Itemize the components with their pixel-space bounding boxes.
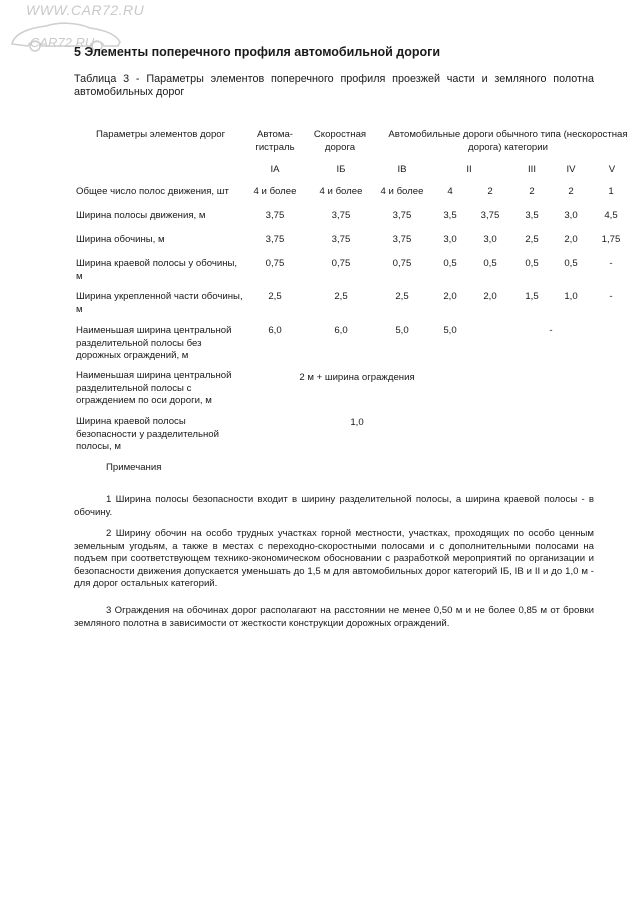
table-cell: 2 м + ширина ограждения <box>299 372 415 383</box>
table-cell: 4 и более <box>253 186 297 197</box>
table-cell: - <box>609 291 613 302</box>
table-cell: 2,5 <box>334 291 348 302</box>
table-cell: 1,0 <box>350 417 364 428</box>
row-label: Ширина краевой полосы безопасности у разделительной полосы, м <box>76 416 219 452</box>
table-cell: 0,75 <box>265 258 285 269</box>
table-cell: 2,5 <box>395 291 409 302</box>
table-cell: 1,5 <box>525 291 539 302</box>
category-cell: II <box>466 164 472 175</box>
table-cell: 3,75 <box>392 234 412 245</box>
section-heading: 5 Элементы поперечного профиля автомобильной дороги <box>74 45 441 59</box>
table-cell: - <box>609 258 613 269</box>
table-cell: 5,0 <box>395 325 409 336</box>
table-cell: 2 <box>568 186 574 197</box>
table-cell: 3,75 <box>265 210 285 221</box>
header-express: Скоростная дорога <box>313 129 367 153</box>
table-cell: 2,0 <box>564 234 578 245</box>
table-cell: 3,5 <box>443 210 457 221</box>
table-cell: 3,5 <box>525 210 539 221</box>
category-cell: IV <box>566 164 576 175</box>
table-cell: 0,75 <box>331 258 351 269</box>
table-cell: 3,75 <box>480 210 500 221</box>
note-paragraph: 3 Ограждения на обочинах дорог располагают на расстоянии не менее 0,50 м и не более 0,85 м от бровки земляного полотна в зависимости от жесткости конструкции дорожных ограждений. <box>74 605 594 629</box>
header-params: Параметры элементов дорог <box>96 129 226 140</box>
header-highway: Автома-гистраль <box>255 129 295 153</box>
notes-title: Примечания <box>106 462 162 473</box>
table-cell: 4 <box>447 186 453 197</box>
table-cell: 3,0 <box>483 234 497 245</box>
table-cell: 1 <box>608 186 614 197</box>
row-label: Наименьшая ширина центральной разделительной полосы с ограждением по оси дороги, м <box>76 370 232 406</box>
table-cell: 4,5 <box>604 210 618 221</box>
category-cell: V <box>608 164 616 175</box>
table-cell: 4 и более <box>319 186 363 197</box>
table-cell: 2,5 <box>525 234 539 245</box>
table-cell: 2 <box>529 186 535 197</box>
row-label: Наименьшая ширина центральной разделительной полосы без дорожных ограждений, м <box>76 325 232 361</box>
row-label: Ширина обочины, м <box>76 234 165 245</box>
row-label: Ширина полосы движения, м <box>76 210 206 221</box>
table-cell: 3,75 <box>265 234 285 245</box>
table-cell: 0,5 <box>443 258 457 269</box>
note-paragraph: 1 Ширина полосы безопасности входит в ширину разделительной полосы, а ширина краевой полосы - в обочину. <box>74 494 594 518</box>
table-cell: 0,75 <box>392 258 412 269</box>
table-cell: 5,0 <box>443 325 457 336</box>
category-cell: IБ <box>336 164 346 175</box>
category-cell: IB <box>397 164 407 175</box>
category-cell: IA <box>270 164 280 175</box>
table-cell: 0,5 <box>525 258 539 269</box>
table-cell: 2,0 <box>443 291 457 302</box>
category-cell: III <box>528 164 536 175</box>
table-caption: Таблица 3 - Параметры элементов поперечного профиля проезжей части и земляного полотна автомобильных дорог <box>74 73 594 98</box>
table-cell: 2,0 <box>483 291 497 302</box>
row-label: Ширина краевой полосы у обочины, м <box>76 258 238 282</box>
table-cell: 6,0 <box>268 325 282 336</box>
watermark-text-bottom: CAR72.RU <box>30 35 95 50</box>
table-cell: 0,5 <box>564 258 578 269</box>
header-ordinary: Автомобильные дороги обычного типа (нескоростная дорога) категории <box>388 129 628 153</box>
note-paragraph: 2 Ширину обочин на особо трудных участках горной местности, участках, проходящих по особо ценным земельным угодьям, а также в местах с переходно-скоростными полосами и с дополнительными полосами на подъем при соответствующем технико-экономическом обосновании с разработкой мероприятий по организации и безопасности движения допускается уменьшать до 1,5 м для автомобильных дорог категорий IБ, IB и II и до 1,0 м - для дорог остальных категорий. <box>74 528 594 589</box>
table-cell: 6,0 <box>334 325 348 336</box>
row-label: Общее число полос движения, шт <box>76 186 229 197</box>
table-cell: 3,0 <box>564 210 578 221</box>
table-cell: 3,75 <box>331 234 351 245</box>
row-label: Ширина укрепленной части обочины, м <box>76 291 243 315</box>
table-cell: 2 <box>487 186 493 197</box>
table-cell: 4 и более <box>380 186 424 197</box>
table-cell: 3,75 <box>331 210 351 221</box>
table-cell: 3,75 <box>392 210 412 221</box>
watermark-text-top: WWW.CAR72.RU <box>26 2 145 18</box>
table-cell: 1,0 <box>564 291 578 302</box>
table-cell: 0,5 <box>483 258 497 269</box>
table-cell: 1,75 <box>601 234 621 245</box>
table-cell: 3,0 <box>443 234 457 245</box>
table-cell: - <box>549 325 553 336</box>
table-cell: 2,5 <box>268 291 282 302</box>
